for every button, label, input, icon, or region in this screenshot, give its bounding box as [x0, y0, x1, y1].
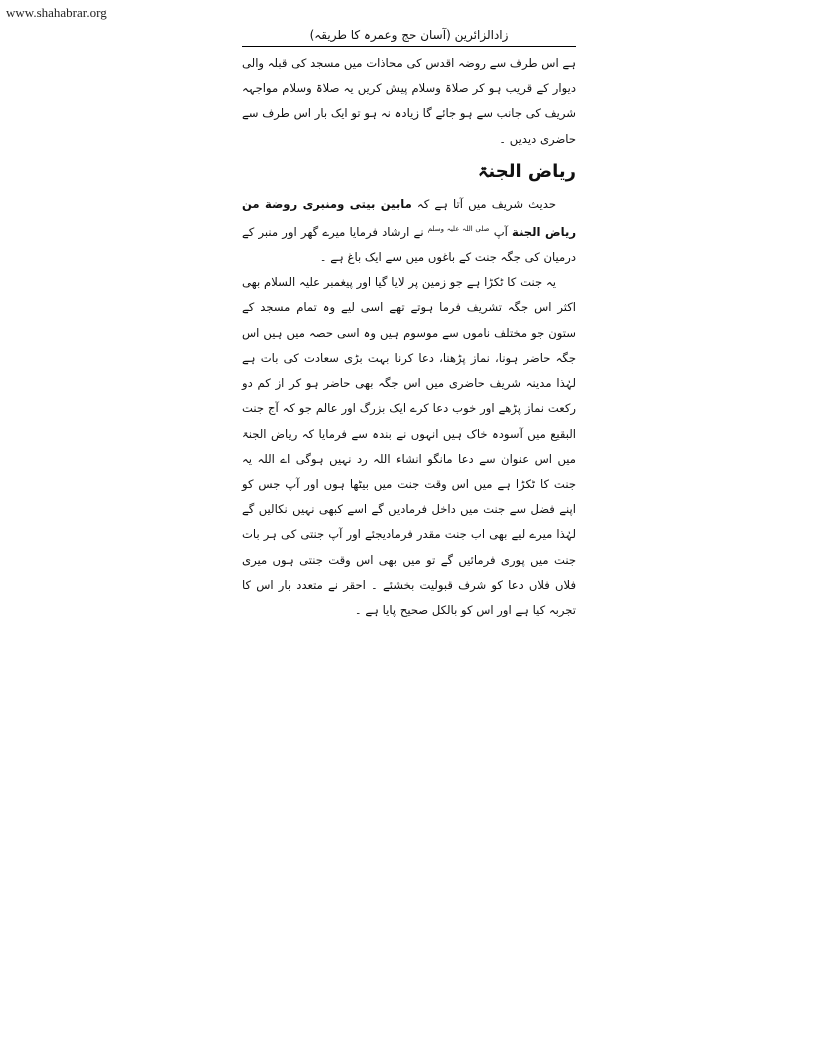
book-page — [242, 28, 576, 623]
hadith-arabic: مابین بیتی ومنبری روضة من رياض الجنة — [242, 196, 577, 239]
section-heading: ریاض الجنۃ — [477, 160, 576, 182]
intro-paragraph: ہے اس طرف سے روضہ اقدس کی محاذات میں مسجد کی قبلہ والی دیوار کے قریب ہو کر صلاۃ وسلام پیش کریں یہ صلاۃ وسلام مواجہہ شریف کی جانب سے ہو جائے گا زیادہ نہ ہو تو ایک بار اس طرف سے حاضری دیدیں ۔ — [242, 56, 576, 146]
site-watermark: www.shahabrar.org — [6, 5, 107, 20]
salutation-mark: صلی اللہ علیہ وسلم — [427, 225, 490, 234]
hadith-intro: حدیث شریف میں آتا ہے کہ — [416, 196, 556, 211]
page-body — [242, 51, 576, 623]
hadith-paragraph — [242, 192, 576, 270]
body-paragraph: یہ جنت کا ٹکڑا ہے جو زمین پر لایا گیا اور پیغمبر علیہ السلام بھی اکثر اس جگہ تشریف فرما ہوتے تھے اسی لیے وہ تمام مسجد کے ستون جو مختلف ناموں سے موسوم ہیں وہ اسی حصہ میں ہیں اس جگہ حاضر ہونا، نماز پڑھنا، دعا کرنا بہت بڑی سعادت کی بات ہے لہٰذا مدینہ شریف حاضری میں اس جگہ بھی حاضر ہو کر از کم دو رکعت نماز پڑھے اور خوب دعا کرے ایک بزرگ اور عالم جو کہ آج جنت البقیع میں آسودہ خاک ہیں انہوں نے بندہ سے فرمایا کہ ریاض الجنۃ میں اس عنوان سے دعا مانگو انشاء اللہ رد نہیں ہوگی اے اللہ یہ جنت کا ٹکڑا ہے میں اس وقت جنت میں بیٹھا ہوں اور آپ جس کو اپنے فضل سے جنت میں داخل فرمادیں گے اسے کبھی نہیں نکالیں گے لہٰذا میرے لیے بھی اب جنت مقدر فرمادیجئے اور آپ جنتی کی ہر بات جنت میں پوری فرمائیں گے تو میں بھی اس وقت جنتی ہوں میری فلاں فلاں دعا کو شرف قبولیت بخشئے ۔ احقر نے متعدد بار اس کا تجربہ کیا ہے اور اس کو بالکل صحیح پایا ہے ۔ — [242, 275, 576, 617]
hadith-text-a: آپ — [493, 224, 508, 239]
running-header: زادالزائرین (آسان حج وعمرہ کا طریقہ) — [242, 28, 576, 47]
hadith-text-b: نے ارشاد فرمایا میرے گھر اور منبر کے درمیان کی جگہ جنت کے باغوں میں سے ایک باغ ہے ۔ — [242, 224, 576, 265]
